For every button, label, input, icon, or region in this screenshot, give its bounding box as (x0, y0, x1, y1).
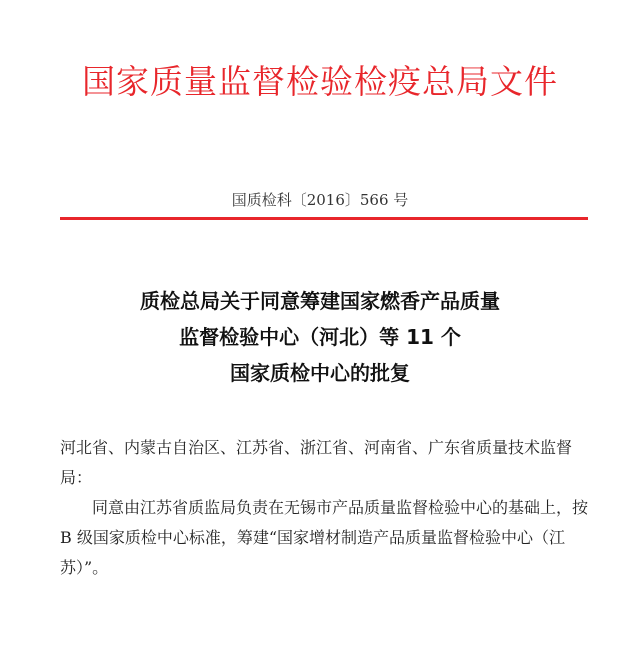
document-body (60, 433, 590, 583)
red-separator-line (60, 217, 588, 220)
addressee: 河北省、内蒙古自治区、江苏省、浙江省、河南省、广东省质量技术监督局： (60, 438, 573, 487)
document-number: 国质检科〔2016〕566 号 (231, 191, 409, 209)
document-title (0, 283, 640, 391)
body-paragraph-1: 同意由江苏省质监局负责在无锡市产品质量监督检验中心的基础上，按 B 级国家质检中心标准，筹建“国家增材制造产品质量监督检验中心（江苏）”。 (60, 498, 589, 577)
title-line-2: 监督检验中心（河北）等 11 个 (179, 325, 461, 349)
title-line-1: 质检总局关于同意筹建国家燃香产品质量 (140, 289, 500, 313)
title-line-3: 国家质检中心的批复 (230, 361, 410, 385)
issuer-title: 国家质量监督检验检疫总局文件 (82, 62, 558, 101)
